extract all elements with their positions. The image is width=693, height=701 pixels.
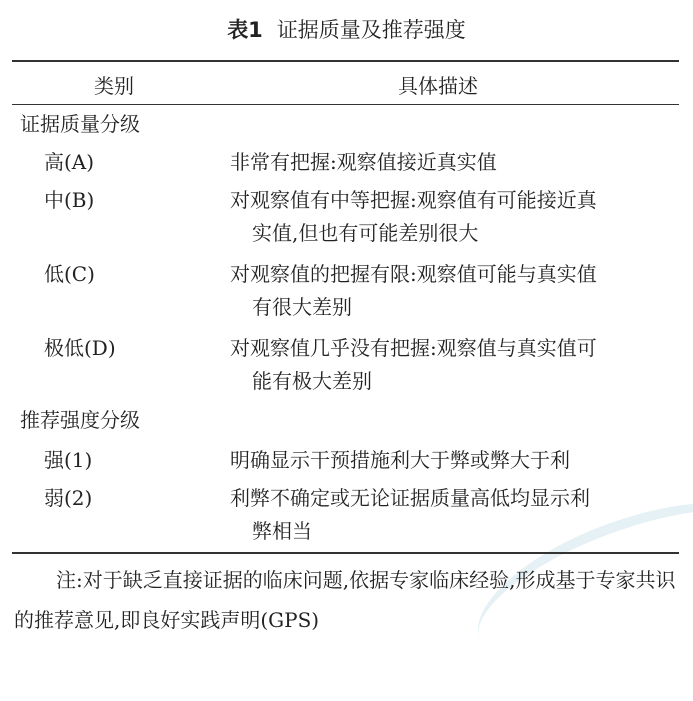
category-cell: 弱(2)	[44, 486, 93, 510]
description-cell	[230, 482, 670, 548]
description-line: 明确显示干预措施利大于弊或弊大于利	[230, 448, 570, 472]
description-line: 对观察值几乎没有把握:观察值与真实值可	[230, 336, 597, 360]
description-cell	[230, 444, 670, 477]
table-title	[0, 14, 693, 44]
top-rule	[12, 60, 679, 62]
header-category: 类别	[94, 74, 134, 98]
bottom-rule	[12, 552, 679, 554]
description-line: 能有极大差别	[252, 369, 372, 393]
description-line: 非常有把握:观察值接近真实值	[230, 150, 497, 174]
category-cell: 高(A)	[44, 150, 95, 174]
description-cell	[230, 258, 670, 324]
section-label-recommendation: 推荐强度分级	[20, 408, 140, 432]
header-description: 具体描述	[398, 74, 478, 98]
description-cell	[230, 184, 670, 250]
description-line: 利弊不确定或无论证据质量高低均显示利	[230, 486, 590, 510]
category-cell: 中(B)	[44, 188, 95, 212]
section-label-evidence: 证据质量分级	[20, 112, 140, 136]
category-cell: 极低(D)	[44, 336, 116, 360]
description-cell	[230, 146, 670, 179]
category-cell: 强(1)	[44, 448, 93, 472]
description-line: 实值,但也有可能差别很大	[252, 221, 479, 245]
header-rule	[12, 104, 679, 105]
category-cell: 低(C)	[44, 262, 95, 286]
table-number: 表1	[227, 18, 263, 42]
description-line: 弊相当	[252, 519, 312, 543]
table-caption: 证据质量及推荐强度	[276, 18, 466, 42]
description-line: 对观察值有中等把握:观察值有可能接近真	[230, 188, 597, 212]
description-line: 有很大差别	[252, 295, 352, 319]
table-note: 注:对于缺乏直接证据的临床问题,依据专家临床经验,形成基于专家共识的推荐意见,即良好实践声明(GPS)	[14, 568, 676, 632]
description-line: 对观察值的把握有限:观察值可能与真实值	[230, 262, 597, 286]
description-cell	[230, 332, 670, 398]
